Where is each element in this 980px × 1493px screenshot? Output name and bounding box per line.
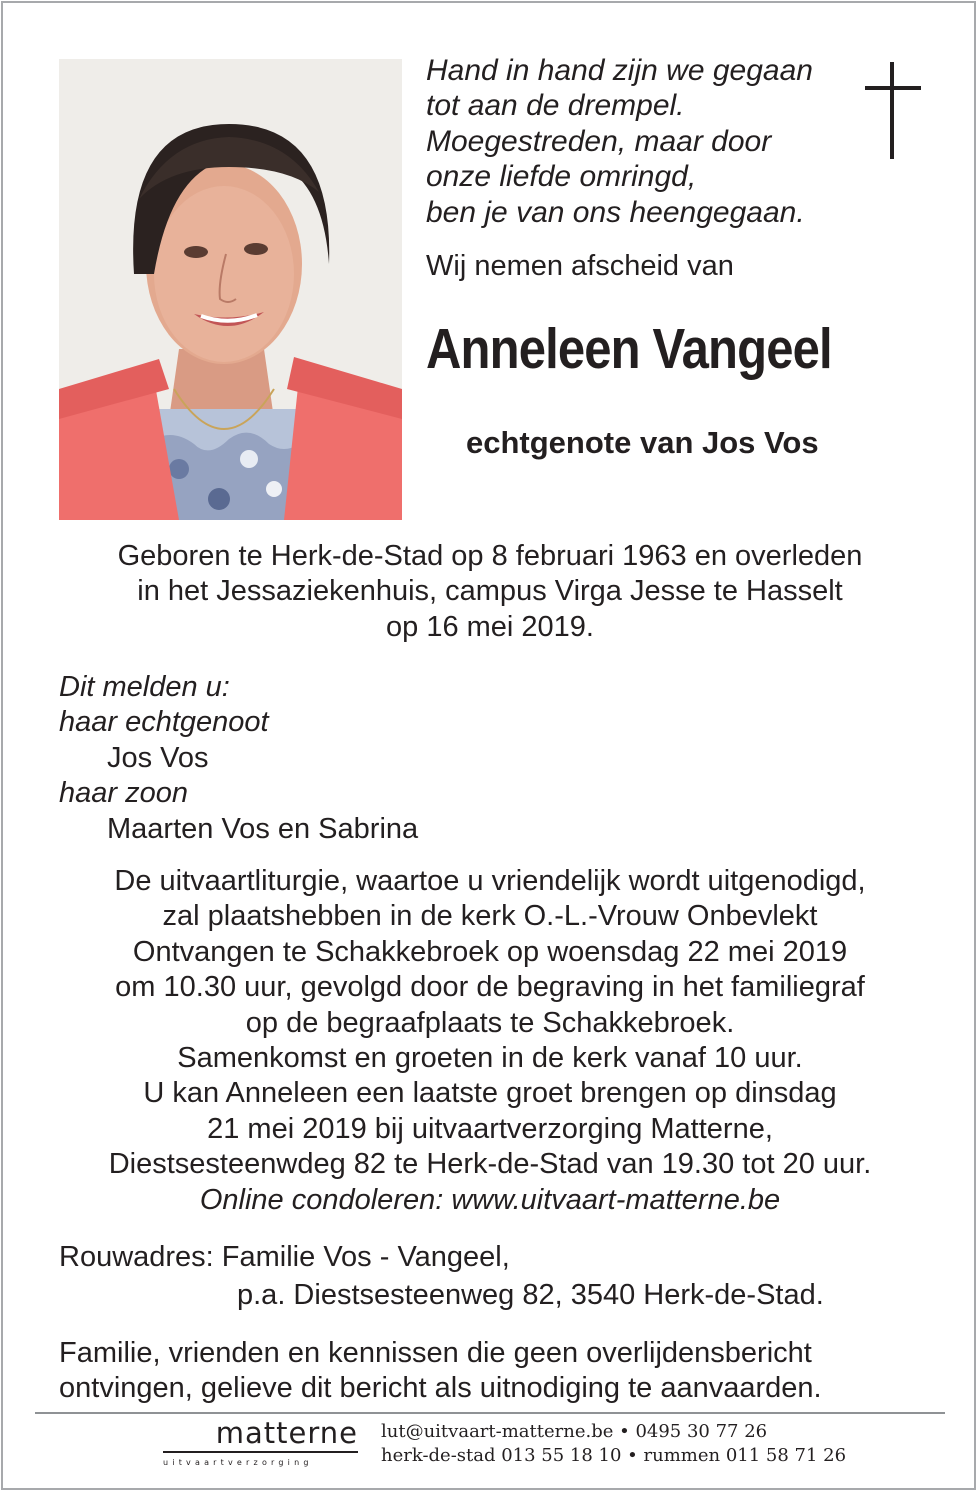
contact-line: herk-de-stad 013 55 18 10 • rummen 011 58 71 26: [381, 1445, 847, 1466]
birth-death-line: Geboren te Herk-de-Stad op 8 februari 1963 en overleden: [117, 540, 863, 572]
deceased-name: Anneleen Vangeel: [426, 317, 832, 381]
funeral-details: [50, 864, 930, 1218]
intro-text: Wij nemen afscheid van: [426, 250, 734, 282]
poem-line: tot aan de drempel.: [426, 89, 685, 123]
address-line: p.a. Diestsesteenweg 82, 3540 Herk-de-Stad.: [237, 1279, 824, 1311]
funeral-line: De uitvaartliturgie, waartoe u vriendelijk wordt uitgenodigd,: [114, 865, 866, 897]
poem-line: Hand in hand zijn we gegaan: [426, 54, 813, 87]
poem: [426, 53, 846, 230]
cross-icon: [862, 62, 924, 167]
relation-label: haar echtgenoot: [59, 706, 269, 739]
announcers-heading: Dit melden u:: [59, 671, 230, 703]
online-condolence-link[interactable]: Online condoleren: www.uitvaart-matterne.be: [199, 1183, 781, 1216]
birth-death-info: [60, 539, 920, 645]
mourning-address: [59, 1238, 824, 1314]
funeral-line: 21 mei 2019 bij uitvaartverzorging Matterne,: [207, 1112, 773, 1145]
spouse-line: echtgenote van Jos Vos: [466, 425, 819, 460]
relative-name: Maarten Vos en Sabrina: [107, 812, 419, 845]
notice-line: ontvingen, gelieve dit bericht als uitnodiging te aanvaarden.: [59, 1372, 822, 1405]
notice-line: Familie, vrienden en kennissen die geen overlijdensbericht: [59, 1337, 812, 1369]
address-line: Rouwadres: Familie Vos - Vangeel,: [59, 1241, 510, 1273]
funeral-line: zal plaatshebben in de kerk O.-L.-Vrouw Onbevlekt: [162, 900, 818, 933]
relation-label: haar zoon: [59, 777, 188, 810]
footer-contact: [381, 1420, 846, 1468]
birth-death-line: in het Jessaziekenhuis, campus Virga Jesse te Hasselt: [137, 575, 843, 608]
funeral-line: U kan Anneleen een laatste groet brengen op dinsdag: [143, 1077, 837, 1110]
portrait-photo: [59, 59, 402, 520]
birth-death-line: op 16 mei 2019.: [386, 610, 594, 643]
logo-rule: [163, 1451, 358, 1453]
contact-line: lut@uitvaart-matterne.be • 0495 30 77 26: [381, 1421, 768, 1442]
invitation-notice: [59, 1336, 822, 1407]
poem-line: onze liefde omringd,: [426, 160, 697, 194]
logo-wordmark: matterne: [215, 1416, 358, 1450]
relative-name: Jos Vos: [107, 741, 209, 774]
logo-subtitle: uitvaartverzorging: [163, 1458, 313, 1467]
funeral-line: Samenkomst en groeten in de kerk vanaf 10 uur.: [177, 1042, 803, 1075]
funeral-line: Diestsesteenwdeg 82 te Herk-de-Stad van 19.30 tot 20 uur.: [108, 1148, 872, 1181]
funeral-line: om 10.30 uur, gevolgd door de begraving in het familiegraf: [115, 971, 865, 1004]
poem-line: ben je van ons heengegaan.: [426, 195, 805, 229]
matterne-logo: [163, 1416, 358, 1467]
funeral-line: Ontvangen te Schakkebroek op woensdag 22 mei 2019: [132, 935, 848, 968]
footer-divider: [35, 1412, 945, 1414]
funeral-line: op de begraafplaats te Schakkebroek.: [245, 1006, 735, 1039]
poem-line: Moegestreden, maar door: [426, 124, 772, 158]
announcers: [59, 670, 418, 847]
